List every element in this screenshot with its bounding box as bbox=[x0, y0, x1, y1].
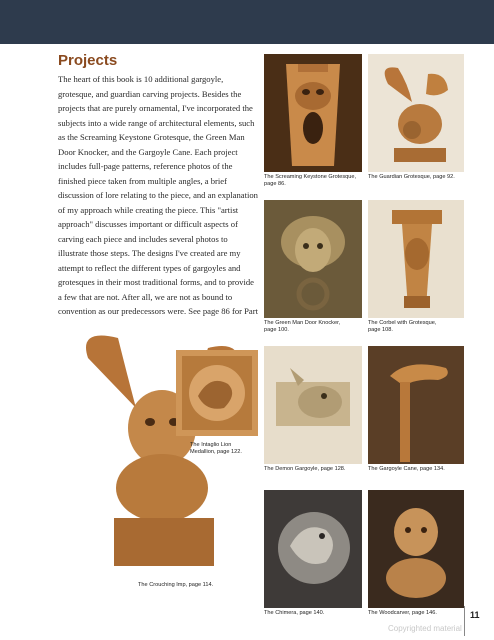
caption-green-man: The Green Man Door Knocker, page 100. bbox=[264, 320, 341, 334]
gargoyle-cane-illustration bbox=[368, 346, 464, 464]
green-man-illustration bbox=[264, 200, 362, 318]
demon-gargoyle-illustration bbox=[264, 346, 362, 464]
intaglio-medallion-illustration bbox=[176, 350, 258, 436]
caption-guardian-grotesque: The Guardian Grotesque, page 92. bbox=[368, 174, 455, 180]
photo-demon-gargoyle bbox=[264, 346, 362, 464]
photo-corbel bbox=[368, 200, 464, 318]
caption-corbel: The Corbel with Grotesque, page 108. bbox=[368, 320, 437, 334]
copyright-watermark: Copyrighted material bbox=[388, 624, 462, 633]
page-number-rule bbox=[464, 606, 465, 636]
photo-intaglio-medallion bbox=[176, 350, 258, 436]
page-number: 11 bbox=[470, 610, 480, 620]
photo-chimera bbox=[264, 490, 362, 608]
photo-guardian-grotesque bbox=[368, 54, 464, 172]
woodcarver-illustration bbox=[368, 490, 464, 608]
caption-screaming-keystone: The Screaming Keystone Grotesque, page 86. bbox=[264, 174, 357, 188]
photo-woodcarver bbox=[368, 490, 464, 608]
chimera-illustration bbox=[264, 490, 362, 608]
caption-woodcarver: The Woodcarver, page 146. bbox=[368, 610, 437, 616]
top-banner bbox=[0, 0, 494, 44]
screaming-keystone-illustration bbox=[264, 54, 362, 172]
guardian-grotesque-illustration bbox=[368, 54, 464, 172]
caption-crouching-imp: The Crouching Imp, page 114. bbox=[138, 582, 214, 588]
photo-gargoyle-cane bbox=[368, 346, 464, 464]
caption-chimera: The Chimera, page 140. bbox=[264, 610, 325, 616]
intro-paragraph: The heart of this book is 10 additional gargoyle, grotesque, and guardian carving projects. Besides the projects that are purely ornamental, I've incorporated the subjects into a wide range of architectural elements, such as the Screaming Keystone Grotesque, the Green Man Door Knocker, and the Gargoyle Cane. Each project includes full-page patterns, reference photos of the finished piece taken from multiple angles, a brief discussion of lore relating to the piece, and an explanation of my approach while creating the piece. This "artist approach" discusses important or difficult aspects of carving each piece and includes several photos to illustrate those steps. The designs I've created are my attempt to reflect the different types of gargoyles and grotesques in their most traditional forms, and to provide a few that are not. After all, we are not as bound to convention as our predecessors were. See page 86 for Part bbox=[58, 74, 258, 316]
photo-green-man bbox=[264, 200, 362, 318]
corbel-illustration bbox=[368, 200, 464, 318]
caption-intaglio-medallion: The Intaglio Lion Medallion, page 122. bbox=[190, 442, 242, 456]
section-heading: Projects bbox=[58, 52, 118, 69]
photo-screaming-keystone bbox=[264, 54, 362, 172]
caption-gargoyle-cane: The Gargoyle Cane, page 134. bbox=[368, 466, 445, 472]
caption-demon-gargoyle: The Demon Gargoyle, page 128. bbox=[264, 466, 346, 472]
